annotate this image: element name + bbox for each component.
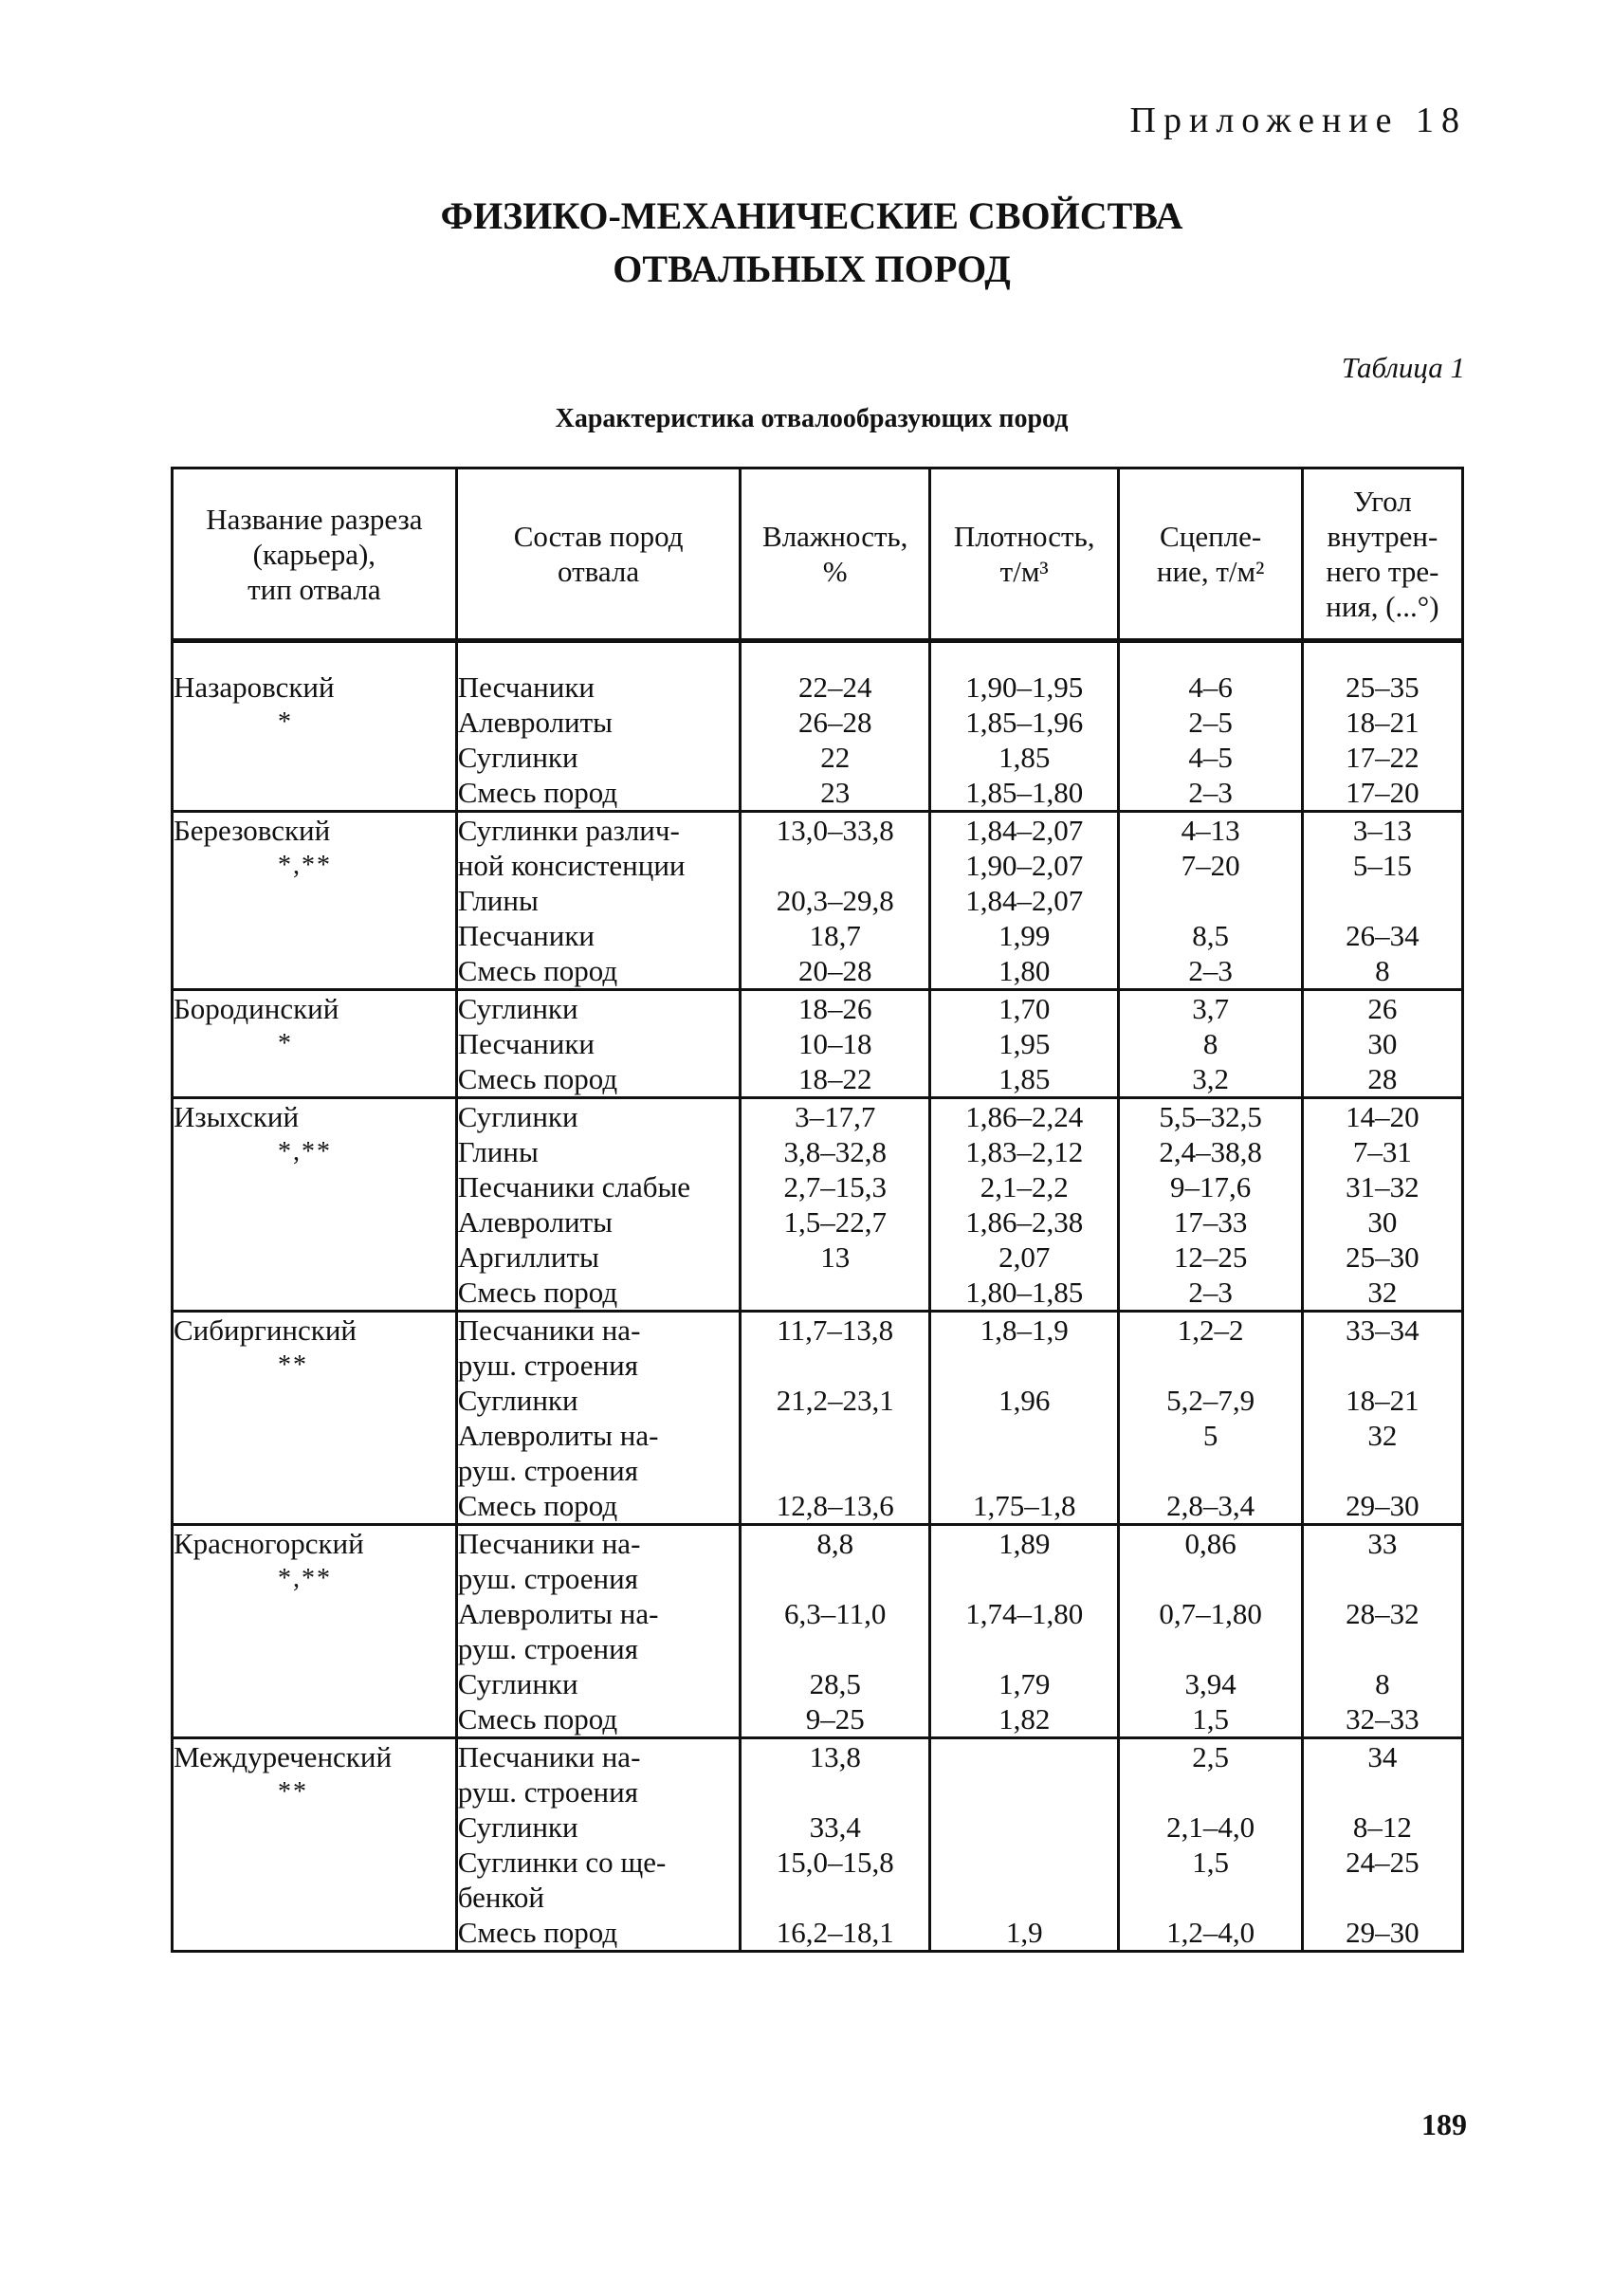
cell-value: 24–25 (1346, 1846, 1420, 1879)
cell-value: Алевролиты (457, 1205, 614, 1239)
cell-value: 7–20 (1181, 849, 1240, 882)
quarry-name-cell (173, 1525, 457, 1738)
cell-value: 1,89 (998, 1527, 1051, 1560)
density-cell (929, 990, 1118, 1098)
friction-angle-cell (1302, 1098, 1462, 1312)
cell-value: Аргиллиты (457, 1240, 599, 1274)
cell-value: 3,94 (1184, 1667, 1236, 1700)
rock-composition-cell (456, 1738, 741, 1952)
cell-value: 10–18 (797, 1027, 872, 1060)
cell-value (1304, 883, 1461, 918)
cell-value: 29–30 (1346, 1916, 1420, 1949)
cell-value: 18–21 (1346, 706, 1420, 739)
cell-value (1120, 1880, 1300, 1915)
cell-value: 33 (1367, 1527, 1398, 1560)
cell-value: 28 (1367, 1062, 1398, 1095)
cell-value: Глины (457, 884, 539, 917)
cell-value: 2,1–2,2 (980, 1170, 1069, 1203)
column-header-friction-angle (1302, 468, 1462, 641)
cell-value: 4–13 (1181, 814, 1240, 847)
cell-value: руш. строения (457, 1454, 638, 1487)
cell-value: 1,99 (998, 919, 1051, 952)
cell-value: 13,8 (809, 1740, 861, 1773)
cell-value: 16,2–18,1 (776, 1916, 894, 1949)
cell-value: 32 (1367, 1419, 1398, 1452)
cell-value: 21,2–23,1 (776, 1384, 894, 1417)
density-cell (929, 641, 1118, 812)
cell-value: 6,3–11,0 (784, 1597, 887, 1630)
rock-composition-cell (456, 1525, 741, 1738)
cell-value: Смесь пород (457, 1276, 618, 1309)
column-header-line: внутрен- (1327, 520, 1438, 553)
page-title (0, 190, 1612, 296)
cohesion-cell (1119, 1738, 1302, 1952)
dump-type-mark: ** (278, 1350, 308, 1380)
cell-value: 22 (820, 741, 851, 774)
cell-value (1304, 1631, 1461, 1666)
cell-value: Алевролиты (457, 706, 614, 739)
cell-value: Смесь пород (457, 776, 618, 809)
cell-value: 3,7 (1192, 992, 1230, 1025)
cell-value: 28,5 (809, 1667, 861, 1700)
cell-value: Песчаники на- (457, 1740, 641, 1773)
cell-value: Песчаники слабые (457, 1170, 691, 1203)
cell-value (931, 1880, 1117, 1915)
cell-value: 1,85 (998, 1062, 1051, 1095)
quarry-name: Изыхский (174, 1100, 300, 1133)
cell-value: 2,1–4,0 (1166, 1810, 1255, 1844)
cohesion-cell (1119, 641, 1302, 812)
cell-value: 30 (1367, 1205, 1398, 1239)
cell-value: Глины (457, 1135, 539, 1168)
cell-value: 1,90–2,07 (965, 849, 1084, 882)
density-cell (929, 812, 1118, 990)
cell-value: 8,8 (816, 1527, 854, 1560)
cell-value: 28–32 (1346, 1597, 1420, 1630)
cell-value: 1,5–22,7 (783, 1205, 887, 1239)
quarry-name: Сибиргинский (174, 1313, 357, 1347)
cell-value: бенкой (457, 1881, 545, 1914)
cell-value: 1,85 (998, 741, 1051, 774)
cell-value: Суглинки (457, 1667, 578, 1700)
column-header-line: Влажность, (762, 520, 908, 553)
cell-value: 1,9 (1005, 1916, 1043, 1949)
cell-value: 30 (1367, 1027, 1398, 1060)
column-header-moisture (741, 468, 929, 641)
cell-value: 7–31 (1352, 1135, 1412, 1168)
cell-value (931, 1845, 1117, 1880)
table-row (173, 1525, 1463, 1738)
cell-value: 20–28 (797, 954, 872, 987)
cell-value (931, 1348, 1117, 1383)
rock-composition-cell (456, 641, 741, 812)
cell-value: Песчаники на- (457, 1313, 641, 1347)
cell-value: 1,80–1,85 (965, 1276, 1084, 1309)
cell-value: Суглинки (457, 992, 578, 1025)
quarry-name-cell (173, 1738, 457, 1952)
cell-value: 18–21 (1346, 1384, 1420, 1417)
dump-type-mark: * (278, 707, 293, 737)
density-cell (929, 1525, 1118, 1738)
column-header-line: него тре- (1326, 555, 1439, 588)
quarry-name: Назаровский (174, 670, 335, 704)
cell-value: Алевролиты на- (457, 1597, 659, 1630)
column-header-line: Название разреза (206, 502, 423, 536)
cell-value: Суглинки (457, 1100, 578, 1133)
column-header-line: Угол (1353, 485, 1412, 518)
friction-angle-cell (1302, 990, 1462, 1098)
cell-value: 9–25 (805, 1702, 865, 1736)
cell-value (1120, 883, 1300, 918)
cell-value (1304, 1774, 1461, 1809)
cell-value: 1,95 (998, 1027, 1051, 1060)
cell-value: 31–32 (1346, 1170, 1420, 1203)
cell-value: Песчаники (457, 919, 595, 952)
cell-value: 1,2–2 (1177, 1313, 1244, 1347)
cell-value: Суглинки (457, 1384, 578, 1417)
cell-value (1304, 1880, 1461, 1915)
column-header-name (173, 468, 457, 641)
cell-value: 32 (1367, 1276, 1398, 1309)
density-cell (929, 1738, 1118, 1952)
cell-value: 1,84–2,07 (965, 814, 1084, 847)
cell-value: 1,86–2,24 (965, 1100, 1084, 1133)
column-header-line: т/м³ (999, 555, 1049, 588)
cohesion-cell (1119, 812, 1302, 990)
column-header-line: ния, (...°) (1326, 590, 1439, 623)
cell-value (1120, 1348, 1300, 1383)
cell-value: 1,5 (1192, 1846, 1230, 1879)
cell-value: 1,80 (998, 954, 1051, 987)
cell-value: 17–22 (1346, 741, 1420, 774)
cell-value: 26–28 (797, 706, 872, 739)
cell-value (742, 1275, 927, 1310)
dump-type-mark: ** (278, 1777, 308, 1807)
cell-value (1304, 1561, 1461, 1596)
cell-value: 1,8–1,9 (980, 1313, 1069, 1347)
cell-value: 1,75–1,8 (972, 1489, 1076, 1522)
dump-type-mark: *,** (278, 1564, 332, 1593)
friction-angle-cell (1302, 1312, 1462, 1525)
table-caption: Характеристика отвалообразующих пород (555, 404, 1069, 433)
column-header-line: ние, т/м² (1156, 555, 1265, 588)
cell-value: 26 (1367, 992, 1398, 1025)
cell-value: 12–25 (1173, 1240, 1248, 1274)
cell-value: Смесь пород (457, 1062, 618, 1095)
cell-value: Песчаники (457, 670, 595, 704)
cell-value: руш. строения (457, 1775, 638, 1809)
cell-value: 22–24 (797, 670, 872, 704)
cell-value: 2,5 (1192, 1740, 1230, 1773)
cell-value (742, 1561, 927, 1596)
dump-type-mark: *,** (278, 1137, 332, 1166)
column-header-line: % (822, 555, 848, 588)
friction-angle-cell (1302, 641, 1462, 812)
cell-value: Суглинки со ще- (457, 1846, 667, 1879)
cell-value (931, 1739, 1117, 1774)
cell-value (1304, 1348, 1461, 1383)
cell-value: 8 (1375, 1667, 1390, 1700)
cell-value: 2–5 (1188, 706, 1233, 739)
column-header-line: тип отвала (247, 572, 381, 606)
cell-value (1304, 1453, 1461, 1488)
cell-value: 5,2–7,9 (1166, 1384, 1255, 1417)
cell-value: 2–3 (1188, 1276, 1233, 1309)
cell-value: 2,07 (998, 1240, 1051, 1274)
cell-value (931, 1631, 1117, 1666)
cell-value: 18–26 (797, 992, 872, 1025)
table-header-row (173, 468, 1463, 641)
cell-value: 5,5–32,5 (1159, 1100, 1262, 1133)
cell-value: 1,90–1,95 (965, 670, 1084, 704)
column-header-density (929, 468, 1118, 641)
cell-value (742, 1880, 927, 1915)
cell-value: Суглинки (457, 741, 578, 774)
density-cell (929, 1312, 1118, 1525)
cell-value: 8,5 (1192, 919, 1230, 952)
table-row (173, 1312, 1463, 1525)
quarry-name: Междуреченский (174, 1740, 393, 1773)
properties-table (171, 467, 1464, 1953)
column-header-line: Сцепле- (1160, 520, 1262, 553)
cell-value: 1,74–1,80 (965, 1597, 1084, 1630)
cell-value (1120, 1453, 1300, 1488)
cell-value (742, 848, 927, 883)
table-row (173, 1098, 1463, 1312)
cell-value: 8 (1202, 1027, 1218, 1060)
cell-value: Алевролиты на- (457, 1419, 659, 1452)
cell-value (1120, 1561, 1300, 1596)
rock-composition-cell (456, 1098, 741, 1312)
cell-value: 20,3–29,8 (776, 884, 894, 917)
table-row (173, 641, 1463, 812)
cell-value: 25–30 (1346, 1240, 1420, 1274)
cell-value: 26–34 (1346, 919, 1420, 952)
cell-value: Песчаники (457, 1027, 595, 1060)
cell-value: 3–17,7 (795, 1100, 876, 1133)
rock-composition-cell (456, 1312, 741, 1525)
cell-value: 9–17,6 (1170, 1170, 1252, 1203)
cell-value: 33–34 (1346, 1313, 1420, 1347)
cell-value: 4–5 (1188, 741, 1233, 774)
column-header-cohesion (1119, 468, 1302, 641)
appendix-label: Приложение 18 (1129, 101, 1467, 140)
cell-value: ной консистенции (457, 849, 686, 882)
cell-value: 15,0–15,8 (776, 1846, 894, 1879)
quarry-name-cell (173, 812, 457, 990)
cell-value: 29–30 (1346, 1489, 1420, 1522)
cell-value: 11,7–13,8 (777, 1313, 894, 1347)
cell-value: 3,2 (1192, 1062, 1230, 1095)
cell-value: 18–22 (797, 1062, 872, 1095)
column-header-line: (карьера), (252, 537, 376, 571)
cell-value: Смесь пород (457, 1702, 618, 1736)
column-header-line: Состав пород (513, 520, 684, 553)
cell-value: 2,4–38,8 (1159, 1135, 1262, 1168)
cell-value: 1,85–1,80 (965, 776, 1084, 809)
cell-value: 5–15 (1352, 849, 1412, 882)
cell-value: 14–20 (1346, 1100, 1420, 1133)
cell-value: 34 (1367, 1740, 1398, 1773)
cell-value (742, 1631, 927, 1666)
cell-value: Песчаники на- (457, 1527, 641, 1560)
cell-value (742, 1453, 927, 1488)
page-number: 189 (1421, 2107, 1467, 2141)
cell-value: 1,82 (998, 1702, 1051, 1736)
column-header-line: отвала (558, 555, 640, 588)
quarry-name-cell (173, 641, 457, 812)
cell-value: 0,86 (1184, 1527, 1236, 1560)
cell-value: 18,7 (809, 919, 861, 952)
quarry-name: Бородинский (174, 992, 339, 1025)
cell-value: 23 (820, 776, 851, 809)
cell-value (1120, 1774, 1300, 1809)
friction-angle-cell (1302, 1525, 1462, 1738)
cell-value: 32–33 (1346, 1702, 1420, 1736)
moisture-cell (741, 641, 929, 812)
cell-value (931, 1774, 1117, 1809)
cell-value: 1,2–4,0 (1166, 1916, 1255, 1949)
cell-value (931, 1561, 1117, 1596)
moisture-cell (741, 990, 929, 1098)
cell-value: Суглинки различ- (457, 814, 680, 847)
cohesion-cell (1119, 990, 1302, 1098)
friction-angle-cell (1302, 1738, 1462, 1952)
cell-value (742, 1418, 927, 1453)
cell-value: 2,8–3,4 (1166, 1489, 1255, 1522)
title-line-1: ФИЗИКО-МЕХАНИЧЕСКИЕ СВОЙСТВА (440, 194, 1183, 237)
cell-value: Суглинки (457, 1810, 578, 1844)
cell-value: 4–6 (1188, 670, 1233, 704)
moisture-cell (741, 812, 929, 990)
cohesion-cell (1119, 1525, 1302, 1738)
cell-value: 25–35 (1346, 670, 1420, 704)
cell-value: 0,7–1,80 (1159, 1597, 1262, 1630)
table-row (173, 812, 1463, 990)
cohesion-cell (1119, 1098, 1302, 1312)
cell-value (742, 1774, 927, 1809)
table-row (173, 990, 1463, 1098)
table-body (173, 641, 1463, 1952)
table-number: Таблица 1 (1341, 351, 1465, 384)
cell-value: 1,86–2,38 (965, 1205, 1084, 1239)
cell-value: 3,8–32,8 (783, 1135, 887, 1168)
cell-value: Смесь пород (457, 1489, 618, 1522)
cell-value: Смесь пород (457, 954, 618, 987)
rock-composition-cell (456, 990, 741, 1098)
title-line-2: ОТВАЛЬНЫХ ПОРОД (613, 248, 1011, 290)
moisture-cell (741, 1738, 929, 1952)
cell-value (1120, 1631, 1300, 1666)
moisture-cell (741, 1312, 929, 1525)
cell-value: 1,84–2,07 (965, 884, 1084, 917)
cell-value: 8 (1375, 954, 1390, 987)
cell-value: 1,5 (1192, 1702, 1230, 1736)
cell-value: 8–12 (1352, 1810, 1412, 1844)
column-header-composition (456, 468, 741, 641)
cell-value (742, 1348, 927, 1383)
cell-value: 17–20 (1346, 776, 1420, 809)
cell-value: 33,4 (809, 1810, 861, 1844)
cell-value: 1,79 (998, 1667, 1051, 1700)
quarry-name: Березовский (174, 814, 331, 847)
cell-value: руш. строения (457, 1632, 638, 1665)
cell-value: 1,70 (998, 992, 1051, 1025)
moisture-cell (741, 1098, 929, 1312)
quarry-name-cell (173, 990, 457, 1098)
cell-value: 2–3 (1188, 954, 1233, 987)
dump-type-mark: *,** (278, 851, 332, 880)
cell-value: 13,0–33,8 (776, 814, 894, 847)
quarry-name-cell (173, 1098, 457, 1312)
cell-value: 2,7–15,3 (783, 1170, 887, 1203)
cell-value: руш. строения (457, 1562, 638, 1595)
quarry-name-cell (173, 1312, 457, 1525)
table-row (173, 1738, 1463, 1952)
moisture-cell (741, 1525, 929, 1738)
dump-type-mark: * (278, 1029, 293, 1058)
cell-value: 3–13 (1352, 814, 1412, 847)
cell-value: руш. строения (457, 1349, 638, 1382)
cell-value (931, 1453, 1117, 1488)
cell-value: 12,8–13,6 (776, 1489, 894, 1522)
cell-value (931, 1418, 1117, 1453)
cohesion-cell (1119, 1312, 1302, 1525)
column-header-line: Плотность, (953, 520, 1095, 553)
cell-value: 13 (820, 1240, 851, 1274)
quarry-name: Красногорский (174, 1527, 364, 1560)
friction-angle-cell (1302, 812, 1462, 990)
rock-composition-cell (456, 812, 741, 990)
cell-value: 17–33 (1173, 1205, 1248, 1239)
cell-value (931, 1809, 1117, 1845)
cell-value: Смесь пород (457, 1916, 618, 1949)
cell-value: 1,85–1,96 (965, 706, 1084, 739)
density-cell (929, 1098, 1118, 1312)
cell-value: 2–3 (1188, 776, 1233, 809)
cell-value: 1,83–2,12 (965, 1135, 1084, 1168)
cell-value: 5 (1202, 1419, 1218, 1452)
cell-value: 1,96 (998, 1384, 1051, 1417)
